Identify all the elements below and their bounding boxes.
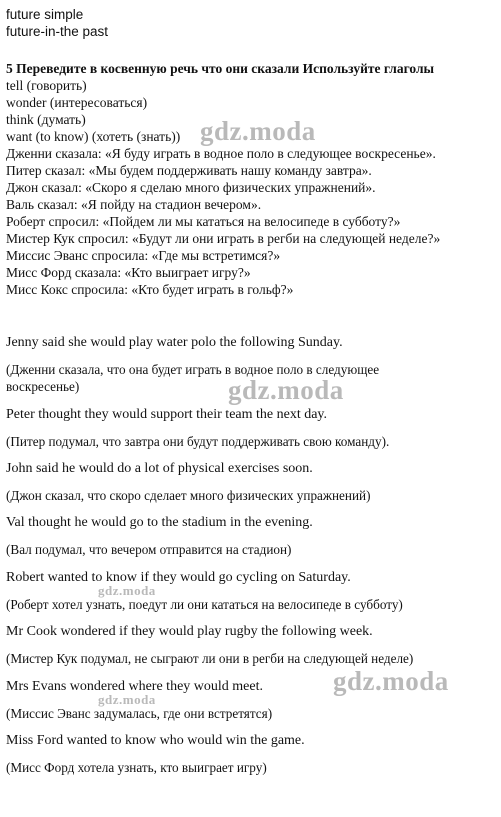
sentence-item: Мисс Кокс спросила: «Кто будет играть в гольф?»	[6, 282, 294, 297]
answer-russian: (Роберт хотел узнать, поедут ли они кататься на велосипеде в субботу)	[6, 597, 403, 612]
answer-english: Robert wanted to know if they would go cycling on Saturday.	[6, 570, 351, 585]
answer-russian: (Вал подумал, что вечером отправится на стадион)	[6, 542, 292, 557]
answer-english: Jenny said she would play water polo the following Sunday.	[6, 335, 343, 350]
verb-item: want (to know) (хотеть (знать))	[6, 129, 181, 144]
answer-english: Mrs Evans wondered where they would meet.	[6, 679, 263, 694]
answer-english: Val thought he would go to the stadium in the evening.	[6, 515, 313, 530]
answer-russian: (Миссис Эванс задумалась, где они встретятся)	[6, 706, 273, 721]
verb-item: wonder (интересоваться)	[6, 95, 148, 110]
answer-russian: (Мисс Форд хотела узнать, кто выиграет игру)	[6, 760, 267, 775]
sentence-item: Миссис Эванс спросила: «Где мы встретимся?»	[6, 248, 281, 263]
answer-russian: (Питер подумал, что завтра они будут поддерживать свою команду).	[6, 434, 390, 449]
sentence-item: Питер сказал: «Мы будем поддерживать нашу команду завтра».	[6, 163, 372, 178]
answer-russian: (Дженни сказала, что она будет играть в водное поло в следующее	[6, 362, 380, 377]
watermark: gdz.moda	[228, 375, 344, 405]
verb-item: tell (говорить)	[6, 78, 87, 93]
verb-item: think (думать)	[6, 112, 86, 127]
sentence-item: Дженни сказала: «Я буду играть в водное поло в следующее воскресенье».	[6, 146, 436, 161]
answer-russian: воскресенье)	[6, 379, 80, 394]
sentence-item: Валь сказал: «Я пойду на стадион вечером».	[6, 197, 262, 212]
answer-russian: (Джон сказал, что скоро сделает много физических упражнений)	[6, 488, 371, 503]
topic-line-1: future simple	[6, 7, 84, 22]
answer-english: Miss Ford wanted to know who would win the game.	[6, 733, 305, 748]
watermark: gdz.moda	[200, 116, 316, 146]
answer-english: John said he would do a lot of physical exercises soon.	[6, 461, 313, 476]
sentence-item: Мистер Кук спросил: «Будут ли они играть в регби на следующей неделе?»	[6, 231, 441, 246]
watermark: gdz.moda	[98, 583, 156, 598]
answer-english: Mr Cook wondered if they would play rugby the following week.	[6, 624, 373, 639]
sentence-item: Джон сказал: «Скоро я сделаю много физических упражнений».	[6, 180, 376, 195]
exercise-title: 5 Переведите в косвенную речь что они сказали Используйте глаголы	[6, 61, 435, 76]
watermark: gdz.moda	[98, 692, 156, 707]
watermark: gdz.moda	[333, 666, 449, 696]
topic-line-2: future-in-the past	[6, 24, 109, 39]
answer-russian: (Мистер Кук подумал, не сыграют ли они в регби на следующей неделе)	[6, 651, 414, 666]
sentence-item: Роберт спросил: «Пойдем ли мы кататься на велосипеде в субботу?»	[6, 214, 401, 229]
sentence-item: Мисс Форд сказала: «Кто выиграет игру?»	[6, 265, 251, 280]
answer-english: Peter thought they would support their team the next day.	[6, 407, 328, 422]
